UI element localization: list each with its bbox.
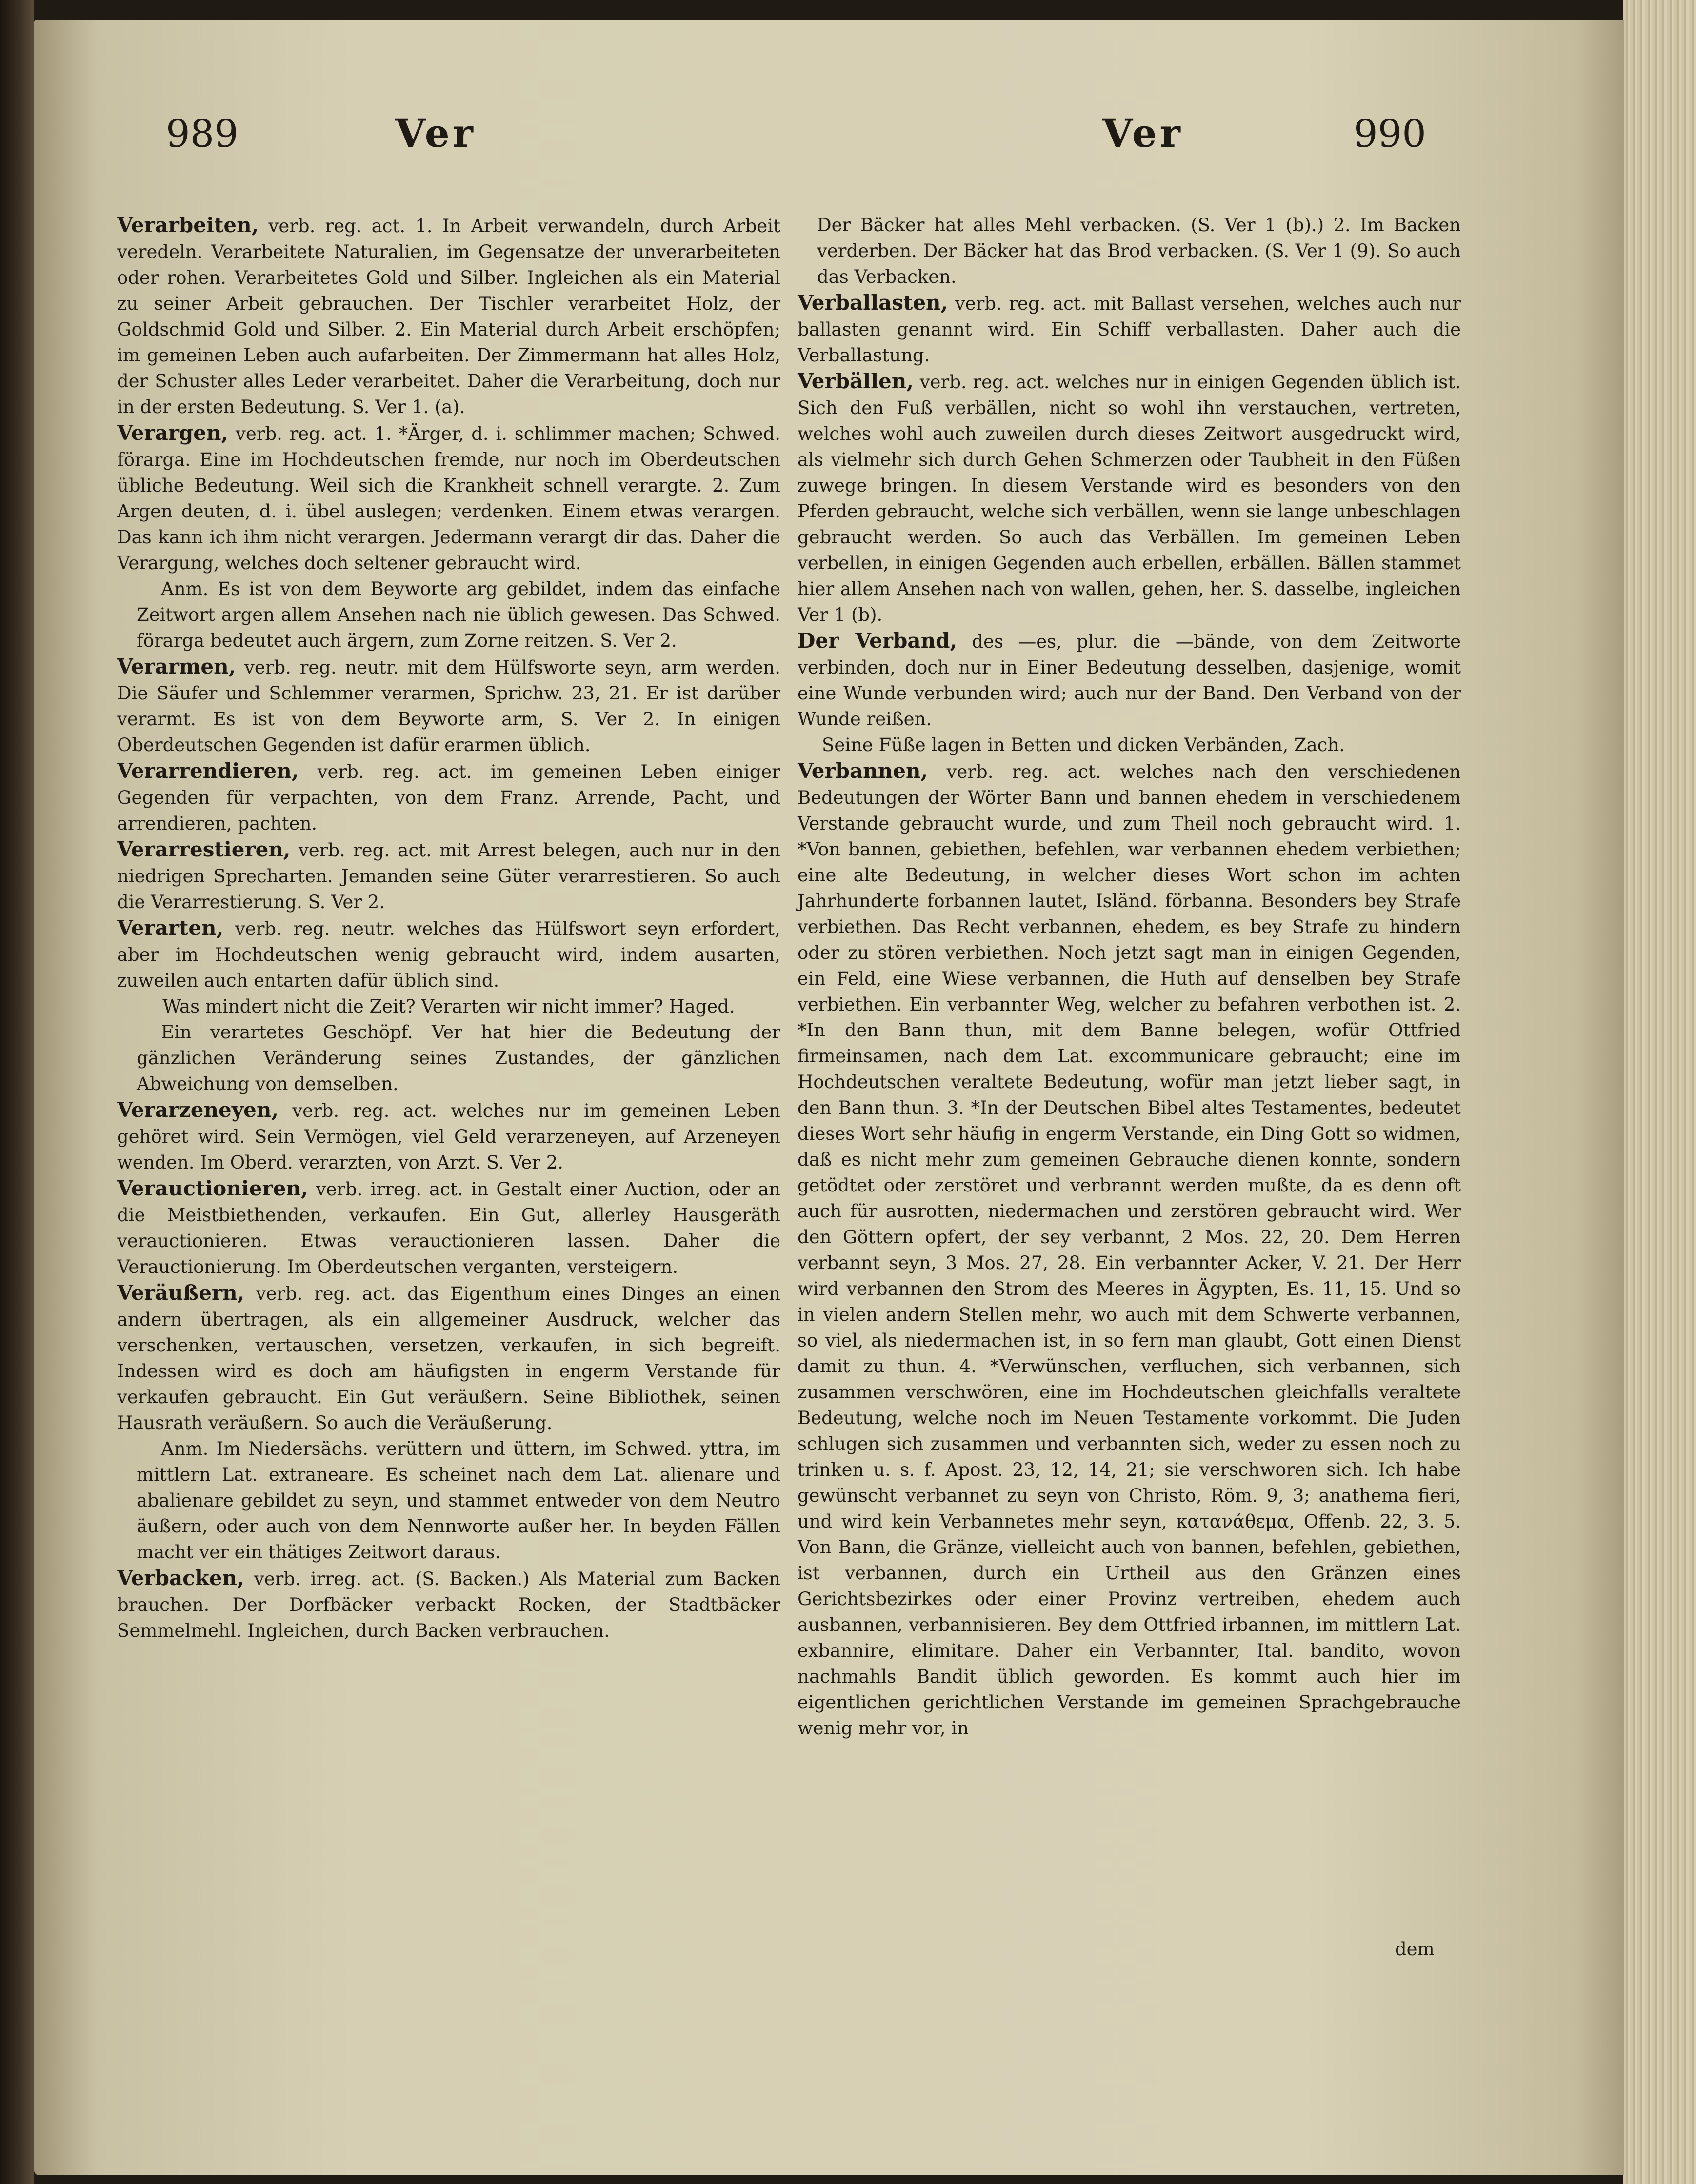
dictionary-entry bbox=[798, 368, 1461, 628]
dictionary-entry bbox=[798, 212, 1461, 290]
headword: Verarten, bbox=[117, 916, 224, 940]
entry-text: verb. reg. act. im gemeinen Leben einiger Gegenden für verpachten, von dem Franz. Arrende, Pacht, und arrendieren, pachten. bbox=[117, 761, 780, 834]
headword: Verargen, bbox=[117, 421, 229, 445]
entry-quote: Was mindert nicht die Zeit? Verarten wir nicht immer? Haged. bbox=[162, 996, 735, 1017]
headword: Verarrendieren, bbox=[117, 759, 299, 783]
dictionary-entry bbox=[798, 732, 1461, 758]
book-binding-edge bbox=[0, 0, 34, 2184]
left-running-head: Ver bbox=[395, 110, 476, 156]
entry-note: Anm. Im Niedersächs. verüttern und üttern, im Schwed. yttra, im mittlern Lat. extraneare. Es scheinet nach dem Lat. alienare und abalienare gebildet zu seyn, und stammet entweder von dem Neutro äußern, oder auch von dem Nennworte außer her. In beyden Fällen macht ver ein thätiges Zeitwort daraus. bbox=[137, 1438, 780, 1563]
entry-note: Ein verartetes Geschöpf. Ver hat hier die Bedeutung der gänzlichen Veränderung seines Zustandes, der gänzlichen Abweichung von demselben. bbox=[137, 1022, 780, 1094]
dictionary-entry bbox=[117, 915, 780, 993]
catchword: dem bbox=[1395, 1939, 1435, 1960]
dictionary-entry bbox=[798, 628, 1461, 732]
entry-text: verb. reg. act. 1. In Arbeit verwandeln, durch Arbeit veredeln. Verarbeitete Naturalien, im Gegensatze der unverarbeiteten oder rohen. Verarbeitetes Gold und Silber. Ingleichen als ein Material zu seiner Arbeit gebrauchen. Der Tischler verarbeitet Holz, der Goldschmid Gold und Silber. 2. Ein Material durch Arbeit erschöpfen; im gemeinen Leben auch aufarbeiten. Der Zimmermann hat alles Holz, der Schuster alles Leder verarbeitet. Daher die Verarbeitung, doch nur in der ersten Bedeutung. S. Ver 1. (a). bbox=[117, 216, 780, 417]
entry-text: verb. reg. act. mit Arrest belegen, auch nur in den niedrigen Sprecharten. Jemanden seine Güter verarrestieren. So auch die Verarrestierung. S. Ver 2. bbox=[117, 840, 780, 913]
dictionary-entry bbox=[117, 1280, 780, 1436]
headword: Veräußern, bbox=[117, 1281, 245, 1305]
headword: Verbällen, bbox=[798, 369, 914, 393]
dictionary-entry bbox=[798, 290, 1461, 368]
headword: Der Verband, bbox=[798, 629, 958, 653]
entry-text: verb. reg. act. welches nur in einigen Gegenden üblich ist. Sich den Fuß verbällen, nicht so wohl ihn verstauchen, vertreten, welches wohl auch zuweilen durch dieses Zeitwort ausgedruckt wird, als vielmehr sich durch Gehen Schmerzen oder Taubheit in den Füßen zuwege bringen. In diesem Verstande wird es besonders von den Pferden gebraucht, welche sich verbällen, wenn sie lange unbeschlagen gebraucht werden. So auch das Verbällen. Im gemeinen Leben verbellen, in einigen Gegenden auch erbellen, erbällen. Bällen stammet hier allem Ansehen nach von wallen, gehen, her. S. dasselbe, ingleichen Ver 1 (b). bbox=[798, 372, 1461, 625]
dictionary-entry bbox=[117, 576, 780, 654]
right-running-head: Ver bbox=[1102, 110, 1183, 156]
dictionary-entry bbox=[117, 654, 780, 758]
entry-cont: Der Bäcker hat alles Mehl verbacken. (S. Ver 1 (b).) 2. Im Backen verderben. Der Bäcker hat das Brod verbacken. (S. Ver 1 (9). So auch das Verbacken. bbox=[817, 215, 1461, 287]
dictionary-entry bbox=[117, 836, 780, 915]
dictionary-entry bbox=[117, 993, 780, 1019]
dictionary-entry bbox=[798, 758, 1461, 1741]
dictionary-entry bbox=[117, 1019, 780, 1097]
headword: Verbannen, bbox=[798, 759, 928, 783]
right-page-number: 990 bbox=[1354, 112, 1426, 156]
dictionary-entry bbox=[117, 212, 780, 420]
page-header bbox=[34, 112, 1624, 185]
dictionary-entry bbox=[117, 758, 780, 836]
headword: Verarzeneyen, bbox=[117, 1098, 279, 1122]
entry-note: Anm. Es ist von dem Beyworte arg gebildet, indem das einfache Zeitwort argen allem Ansehen nach nie üblich gewesen. Das Schwed. förarga bedeutet auch ärgern, zum Zorne reitzen. S. Ver 2. bbox=[137, 578, 780, 651]
dictionary-page-spread bbox=[34, 20, 1624, 2175]
dictionary-entry bbox=[117, 1436, 780, 1565]
entry-text: verb. irreg. act. (S. Backen.) Als Material zum Backen brauchen. Der Dorfbäcker verbackt Rocken, der Stadtbäcker Semmelmehl. Ingleichen, durch Backen verbrauchen. bbox=[117, 1569, 780, 1641]
entry-text: verb. reg. act. das Eigenthum eines Dinges an einen andern übertragen, als ein allgemeiner Ausdruck, welcher das verschenken, vertauschen, versetzen, verkaufen, in sich begreift. Indessen wird es doch am häufigsten in engerm Verstande für verkaufen gebraucht. Ein Gut veräußern. Seine Bibliothek, seinen Hausrath veräußern. So auch die Veräußerung. bbox=[117, 1283, 781, 1433]
entry-text: des —es, plur. die —bände, von dem Zeitworte verbinden, doch nur in Einer Bedeutung desselben, dasjenige, womit eine Wunde verbunden wird; auch nur der Band. Den Verband von der Wunde reißen. bbox=[798, 631, 1461, 730]
entry-text: verb. reg. neutr. mit dem Hülfsworte seyn, arm werden. Die Säufer und Schlemmer verarmen, Sprichw. 23, 21. Er ist darüber verarmt. Es ist von dem Beyworte arm, S. Ver 2. In einigen Oberdeutschen Gegenden ist dafür erarmen üblich. bbox=[117, 657, 780, 755]
page-stack-edge bbox=[1623, 0, 1696, 2184]
entry-text: verb. reg. act. welches nach den verschiedenen Bedeutungen der Wörter Bann und bannen ehedem in verschiedenem Verstande gebraucht wurde, und zum Theil noch gebraucht wird. 1. *Von bannen, gebiethen, befehlen, war verbannen ehedem verbiethen; eine alte Bedeutung, in welcher dieses Wort schon im achten Jahrhunderte forbannen lautet, Isländ. förbanna. Besonders bey Strafe verbiethen. Das Recht verbannen, ehedem, es bey Strafe zu hindern oder zu stören verbiethen. Noch jetzt sagt man in einigen Gegenden, ein Feld, eine Wiese verbannen, die Huth auf denselben bey Strafe verbiethen. Ein verbannter Weg, welcher zu befahren verbothen ist. 2. *In den Bann thun, mit dem Banne belegen, wofür Ottfried firmeinsamen, nach dem Lat. excommunicare gebraucht; eine im Hochdeutschen veraltete Bedeutung, wofür man jetzt lieber sagt, in den Bann thun. 3. *In der Deutschen Bibel altes Testamentes, bedeutet dieses Wort sehr häufig in engerm Verstande, ein Ding Gott so widmen, daß es nicht mehr zum gemeinen Gebrauche dienen konnte, sondern getödtet oder zerstöret und verbrannt werden mußte, da es denn oft auch für ausrotten, niedermachen und zerstören gebraucht wird. Wer den Göttern opfert, der sey verbannt, 2 Mos. 22, 20. Dem Herren verbannt seyn, 3 Mos. 27, 28. Ein verbannter Acker, V. 21. Der Herr wird verbannen den Strom des Meeres in Ägypten, Es. 11, 15. Und so in vielen andern Stellen mehr, wo auch mit dem Schwerte verbannen, so viel, als niedermachen ist, in so fern man glaubt, Gott einen Dienst damit zu thun. 4. *Verwünschen, verfluchen, sich verbannen, sich zusammen verschwören, eine im Hochdeutschen gleichfalls veraltete Bedeutung, welche noch im Neuen Testamente vorkommt. Die Juden schlugen sich zusammen und verbannten sich, weder zu essen noch zu trinken u. s. f. Apost. 23, 12, 14, 21; sie verschworen sich. Ich habe gewünscht verbannet zu seyn von Christo, Röm. 9, 3; anathema fieri, und wird kein Verbannetes mehr seyn, κατανάθεμα, Offenb. 22, 3. 5. Von Bann, die Gränze, vielleicht auch von bannen, befehlen, gebiethen, ist verbannen, durch ein Urtheil aus den Gränzen eines Gerichtsbezirkes oder einer Provinz vertreiben, ehedem auch ausbannen, verbannisieren. Bey dem Ottfried irbannen, im mittlern Lat. exbannire, elimitare. Daher ein Verbannter, Ital. bandito, wovon nachmahls Bandit üblich geworden. Es kommt auch hier im eigentlichen gerichtlichen Verstande im gemeinen Sprachgebrauche wenig mehr vor, in bbox=[798, 761, 1461, 1739]
entry-text: verb. reg. act. welches nur im gemeinen Leben gehöret wird. Sein Vermögen, viel Geld verarzeneyen, auf Arzeneyen wenden. Im Oberd. verarzten, von Arzt. S. Ver 2. bbox=[117, 1100, 781, 1173]
entry-para: Seine Füße lagen in Betten und dicken Verbänden, Zach. bbox=[822, 735, 1345, 755]
entry-text: verb. reg. act. mit Ballast versehen, welches auch nur ballasten genannt wird. Ein Schiff verballasten. Daher auch die Verballastung. bbox=[798, 293, 1461, 366]
headword: Verballasten, bbox=[798, 291, 948, 315]
headword: Verarrestieren, bbox=[117, 837, 291, 861]
headword: Verbacken, bbox=[117, 1566, 244, 1590]
headword: Verarbeiten, bbox=[117, 213, 259, 237]
left-page-number: 989 bbox=[166, 112, 239, 156]
entry-text: verb. reg. neutr. welches das Hülfswort seyn erfordert, aber im Hochdeutschen wenig gebraucht wird, indem ausarten, zuweilen auch entarten dafür üblich sind. bbox=[117, 918, 780, 991]
headword: Verarmen, bbox=[117, 655, 236, 678]
left-column bbox=[117, 212, 780, 1644]
dictionary-entry bbox=[117, 420, 780, 576]
right-column bbox=[798, 212, 1461, 1741]
dictionary-entry bbox=[117, 1097, 780, 1175]
dictionary-entry bbox=[117, 1565, 780, 1644]
entry-text: verb. reg. act. 1. *Ärger, d. i. schlimmer machen; Schwed. förarga. Eine im Hochdeutschen fremde, nur noch im Oberdeutschen übliche Bedeutung. Weil sich die Krankheit schnell verargte. 2. Zum Argen deuten, d. i. übel auslegen; verdenken. Einem etwas verargen. Das kann ich ihm nicht verargen. Jedermann verargt dir das. Daher die Verargung, welches doch seltener gebraucht wird. bbox=[117, 423, 780, 574]
entry-text: verb. irreg. act. in Gestalt einer Auction, oder an die Meistbiethenden, verkaufen. Ein Gut, allerley Hausgeräth verauctionieren. Etwas verauctionieren lassen. Daher die Verauctionierung. Im Oberdeutschen verganten, versteigern. bbox=[117, 1179, 781, 1277]
headword: Verauctionieren, bbox=[117, 1176, 308, 1200]
dictionary-entry bbox=[117, 1175, 780, 1280]
